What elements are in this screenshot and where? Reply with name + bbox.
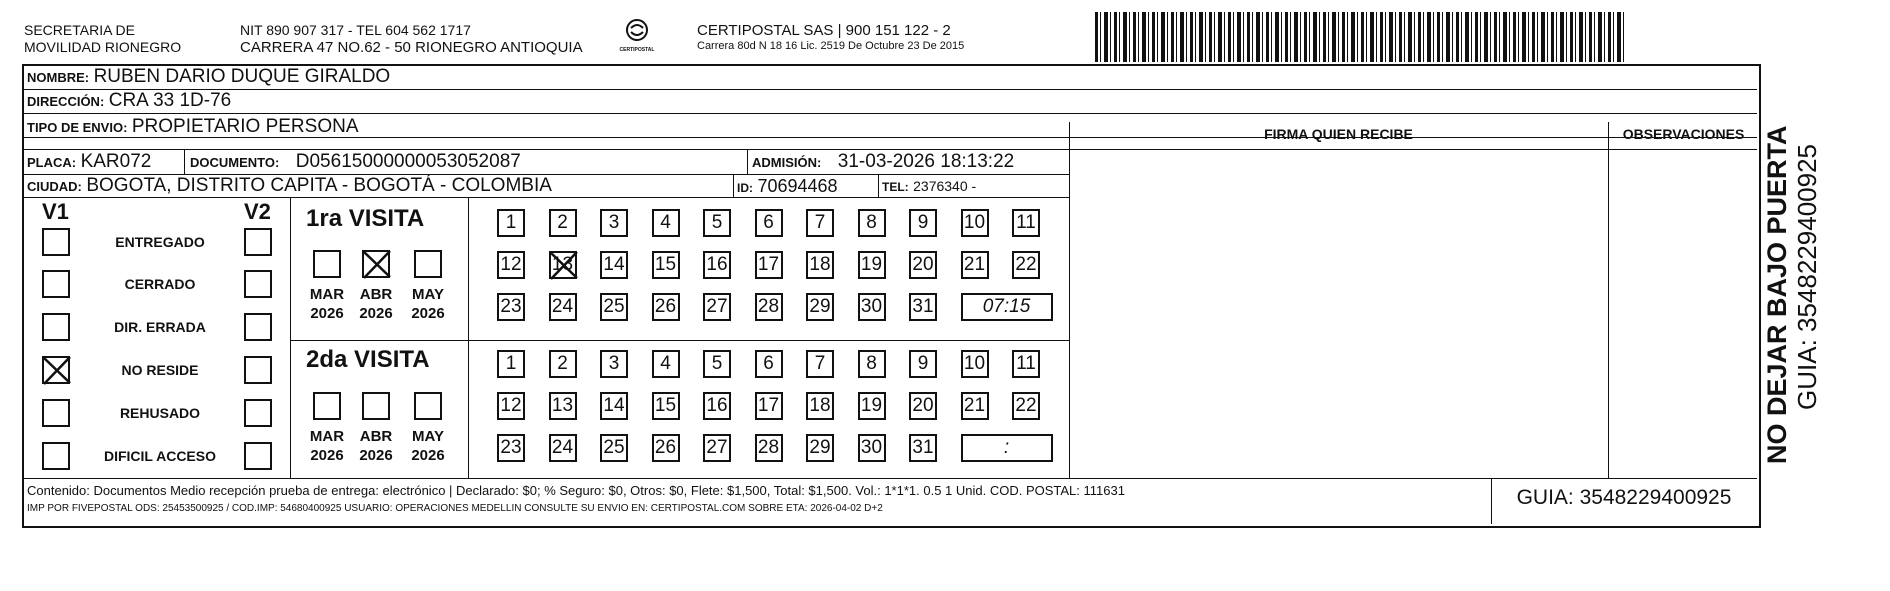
day-box[interactable] <box>497 434 525 462</box>
day-box[interactable] <box>549 209 577 237</box>
v2-checkbox[interactable] <box>244 270 272 298</box>
day-box[interactable] <box>703 392 731 420</box>
ciudad-label: CIUDAD: <box>27 179 82 194</box>
day-box[interactable] <box>703 293 731 321</box>
day-box[interactable] <box>858 293 886 321</box>
day-number: 18 <box>809 254 831 275</box>
month-checkbox[interactable] <box>362 392 390 420</box>
divider <box>22 113 1757 114</box>
day-number: 28 <box>757 437 780 458</box>
placa-value: KAR072 <box>80 151 152 172</box>
month-name: MAY <box>412 428 444 445</box>
time-value: 07:15 <box>982 296 1031 317</box>
day-box[interactable] <box>806 293 834 321</box>
month-label <box>353 427 399 465</box>
day-box[interactable] <box>497 293 525 321</box>
day-number: 16 <box>706 395 728 416</box>
month-checkbox[interactable] <box>313 250 341 278</box>
day-box[interactable] <box>703 251 731 279</box>
day-number: 26 <box>654 296 677 317</box>
month-name: ABR <box>359 286 393 303</box>
month-name: ABR <box>359 428 393 445</box>
cross-mark-icon <box>40 354 74 386</box>
ciudad-value: BOGOTA, DISTRITO CAPITA - BOGOTÁ - COLOMBIA <box>86 175 552 196</box>
day-number: 4 <box>660 353 671 374</box>
status-option-label: ENTREGADO <box>115 234 205 250</box>
tipo-envio-label: TIPO DE ENVIO: <box>27 120 128 135</box>
guia-box: GUIA: 3548229400925 <box>1516 486 1732 509</box>
day-box[interactable] <box>703 350 731 378</box>
day-number: 5 <box>711 212 723 233</box>
day-number: 6 <box>763 212 774 233</box>
documento-field <box>190 151 521 173</box>
day-number: 19 <box>860 395 883 416</box>
month-year: 2026 <box>310 447 344 464</box>
divider <box>878 174 879 197</box>
day-number: 16 <box>706 254 728 275</box>
day-number: 17 <box>757 395 780 416</box>
divider <box>468 197 469 478</box>
tel-label: TEL: <box>882 180 909 194</box>
day-number: 21 <box>963 395 986 416</box>
v2-checkbox[interactable] <box>244 228 272 256</box>
courier-block <box>697 22 964 53</box>
month-checkbox[interactable] <box>414 392 442 420</box>
month-label <box>405 285 451 323</box>
day-box[interactable] <box>755 251 783 279</box>
direccion-value: CRA 33 1D-76 <box>108 90 232 111</box>
day-number: 25 <box>603 296 625 317</box>
day-number: 26 <box>654 437 677 458</box>
day-box[interactable] <box>961 209 989 237</box>
v1-checkbox[interactable] <box>42 228 70 256</box>
day-number: 25 <box>603 437 625 458</box>
day-box[interactable] <box>909 434 937 462</box>
divider <box>22 478 1757 479</box>
day-box[interactable] <box>703 209 731 237</box>
month-label <box>304 285 350 323</box>
day-number: 4 <box>660 212 671 233</box>
day-number: 3 <box>608 353 620 374</box>
day-box[interactable] <box>909 350 937 378</box>
day-box[interactable] <box>755 392 783 420</box>
admision-value: 31-03-2026 18:13:22 <box>837 151 1015 172</box>
divider <box>1069 122 1070 478</box>
tipo-envio-field <box>27 116 359 138</box>
v2-checkbox[interactable] <box>244 313 272 341</box>
divider <box>22 197 1069 198</box>
day-number: 23 <box>500 296 522 317</box>
day-box[interactable] <box>703 434 731 462</box>
divider <box>1608 122 1609 478</box>
day-box[interactable] <box>600 251 628 279</box>
day-box[interactable] <box>600 293 628 321</box>
divider <box>22 149 1757 150</box>
day-number: 29 <box>809 296 831 317</box>
first-visit-title: 1ra VISITA <box>306 205 425 232</box>
divider <box>290 197 291 478</box>
day-box[interactable] <box>755 350 783 378</box>
tipo-envio-value: PROPIETARIO PERSONA <box>131 116 359 137</box>
documento-label: DOCUMENTO: <box>190 155 280 170</box>
day-box[interactable] <box>1012 209 1040 237</box>
month-label <box>304 427 350 465</box>
day-box[interactable] <box>755 293 783 321</box>
day-box[interactable] <box>652 350 680 378</box>
day-box[interactable] <box>858 392 886 420</box>
day-number: 31 <box>912 437 934 458</box>
v1-checkbox[interactable] <box>42 270 70 298</box>
day-box[interactable] <box>497 209 525 237</box>
direccion-label: DIRECCIÓN: <box>27 94 105 109</box>
placa-field <box>27 151 151 173</box>
nit-block <box>240 22 583 56</box>
day-box[interactable] <box>858 251 886 279</box>
firma-label: FIRMA QUIEN RECIBE <box>1264 126 1413 142</box>
courier-line-2: Carrera 80d N 18 16 Lic. 2519 De Octubre 23 De 2015 <box>697 40 965 52</box>
day-number: 11 <box>1016 353 1036 374</box>
v2-checkbox[interactable] <box>244 356 272 384</box>
time-box[interactable] <box>961 434 1053 462</box>
documento-value: D05615000000053052087 <box>295 151 521 172</box>
month-year: 2026 <box>310 305 344 322</box>
month-label <box>405 427 451 465</box>
nit-line: NIT 890 907 317 - TEL 604 562 1717 <box>240 22 471 38</box>
day-box[interactable] <box>858 434 886 462</box>
day-number: 15 <box>654 395 677 416</box>
day-number: 8 <box>866 353 877 374</box>
day-box[interactable] <box>600 392 628 420</box>
v1-header: V1 <box>42 199 69 224</box>
day-box[interactable] <box>755 434 783 462</box>
day-box[interactable] <box>497 392 525 420</box>
day-number: 30 <box>860 437 883 458</box>
day-number: 27 <box>706 437 728 458</box>
ciudad-field <box>27 175 552 197</box>
day-number: 2 <box>557 212 568 233</box>
address-line: CARRERA 47 NO.62 - 50 RIONEGRO ANTIOQUIA <box>240 39 583 56</box>
day-number: 13 <box>551 254 574 275</box>
imp-line: IMP POR FIVEPOSTAL ODS: 25453500925 / COD.IMP: 54680400925 USUARIO: OPERACIONES MEDELLIN CONSULTE SU ENVIO EN: CERTIPOSTAL.COM SOBRE ETA: 2026-04-02 D+2 <box>27 503 883 514</box>
tel-value: 2376340 - <box>913 178 977 194</box>
day-box[interactable] <box>652 392 680 420</box>
divider <box>22 89 1757 90</box>
id-label: ID: <box>737 181 753 195</box>
day-number: 14 <box>603 254 625 275</box>
id-value: 70694468 <box>757 176 838 196</box>
day-number: 15 <box>654 254 677 275</box>
certipostal-logo <box>612 18 662 53</box>
day-number: 7 <box>814 212 826 233</box>
day-box[interactable] <box>1012 392 1040 420</box>
day-number: 14 <box>603 395 625 416</box>
day-number: 20 <box>912 395 934 416</box>
v2-checkbox[interactable] <box>244 442 272 470</box>
day-box[interactable] <box>600 434 628 462</box>
day-number: 27 <box>706 296 728 317</box>
status-option-label: NO RESIDE <box>121 362 199 378</box>
day-box[interactable] <box>549 251 577 279</box>
day-box[interactable] <box>806 392 834 420</box>
status-option-label: DIFICIL ACCESO <box>103 448 216 464</box>
status-option-label: CERRADO <box>124 276 196 292</box>
divider <box>290 340 1069 341</box>
day-box[interactable] <box>858 350 886 378</box>
month-year: 2026 <box>359 447 393 464</box>
day-number: 10 <box>963 353 986 374</box>
month-year: 2026 <box>411 305 445 322</box>
day-box[interactable] <box>961 251 989 279</box>
day-box[interactable] <box>806 350 834 378</box>
time-box[interactable] <box>961 293 1053 321</box>
day-number: 6 <box>763 353 774 374</box>
day-box[interactable] <box>549 293 577 321</box>
v1-checkbox[interactable] <box>42 399 70 427</box>
status-option-label: REHUSADO <box>119 405 201 421</box>
divider <box>184 149 185 174</box>
day-number: 8 <box>866 212 877 233</box>
month-checkbox[interactable] <box>313 392 341 420</box>
day-box[interactable] <box>1012 251 1040 279</box>
day-box[interactable] <box>961 350 989 378</box>
day-number: 2 <box>557 353 568 374</box>
day-box[interactable] <box>1012 350 1040 378</box>
day-number: 7 <box>814 353 826 374</box>
side-warning: NO DEJAR BAJO PUERTA <box>1762 125 1792 464</box>
day-box[interactable] <box>549 392 577 420</box>
day-number: 31 <box>912 296 934 317</box>
day-number: 3 <box>608 212 620 233</box>
direccion-field <box>27 90 231 112</box>
day-box[interactable] <box>755 209 783 237</box>
day-number: 24 <box>551 437 574 458</box>
courier-line-1: CERTIPOSTAL SAS | 900 151 122 - 2 <box>697 22 951 39</box>
v1-checkbox[interactable] <box>42 442 70 470</box>
day-number: 1 <box>505 353 517 374</box>
day-box[interactable] <box>497 350 525 378</box>
day-number: 5 <box>711 353 723 374</box>
second-visit-title: 2da VISITA <box>306 346 430 373</box>
day-box[interactable] <box>652 293 680 321</box>
barcode <box>1095 12 1625 62</box>
day-number: 1 <box>505 212 517 233</box>
day-box[interactable] <box>909 209 937 237</box>
day-number: 11 <box>1016 212 1036 233</box>
day-box[interactable] <box>600 209 628 237</box>
day-box[interactable] <box>652 209 680 237</box>
day-box[interactable] <box>600 350 628 378</box>
day-number: 29 <box>809 437 831 458</box>
day-box[interactable] <box>549 434 577 462</box>
divider <box>733 174 734 197</box>
day-box[interactable] <box>497 251 525 279</box>
day-number: 9 <box>917 353 929 374</box>
month-year: 2026 <box>411 447 445 464</box>
day-number: 17 <box>757 254 780 275</box>
day-box[interactable] <box>858 209 886 237</box>
sender-line-1: SECRETARIA DE <box>24 22 135 38</box>
day-box[interactable] <box>806 434 834 462</box>
day-box[interactable] <box>806 251 834 279</box>
side-guia: GUIA: 3548229400925 <box>1792 144 1822 410</box>
logo-icon <box>624 18 650 42</box>
month-name: MAR <box>309 286 345 303</box>
day-number: 23 <box>500 437 522 458</box>
month-label <box>353 285 399 323</box>
v1-checkbox[interactable] <box>42 313 70 341</box>
day-number: 19 <box>860 254 883 275</box>
day-box[interactable] <box>909 392 937 420</box>
content-line: Contenido: Documentos Medio recepción prueba de entrega: electrónico | Declarado: $0; % Seguro: $0, Otros: $0, Flete: $1,500, Total: $1,500. Vol.: 1*1*1. 0.5 1 Unid. COD. POSTAL: 111631 <box>27 483 1125 498</box>
day-number: 12 <box>500 254 522 275</box>
month-checkbox[interactable] <box>362 250 390 278</box>
day-number: 22 <box>1015 395 1037 416</box>
day-number: 24 <box>551 296 574 317</box>
day-number: 18 <box>809 395 831 416</box>
day-box[interactable] <box>549 350 577 378</box>
cross-mark-icon <box>547 249 581 281</box>
id-field <box>737 176 838 197</box>
v2-header: V2 <box>244 199 271 224</box>
day-box[interactable] <box>961 392 989 420</box>
day-number: 21 <box>963 254 986 275</box>
day-number: 20 <box>912 254 934 275</box>
observaciones-label: OBSERVACIONES <box>1622 126 1745 142</box>
day-box[interactable] <box>806 209 834 237</box>
cross-mark-icon <box>360 248 394 280</box>
day-number: 22 <box>1015 254 1037 275</box>
status-option-label: DIR. ERRADA <box>114 319 206 335</box>
day-number: 13 <box>551 395 574 416</box>
logo-text: CERTIPOSTAL <box>619 47 655 53</box>
day-box[interactable] <box>909 293 937 321</box>
admision-field <box>752 151 1014 173</box>
month-year: 2026 <box>359 305 393 322</box>
sender-line-2: MOVILIDAD RIONEGRO <box>24 39 182 55</box>
day-number: 28 <box>757 296 780 317</box>
day-number: 30 <box>860 296 883 317</box>
tel-field <box>882 178 976 196</box>
time-value: : <box>1003 437 1010 458</box>
month-checkbox[interactable] <box>414 250 442 278</box>
month-name: MAY <box>412 286 444 303</box>
day-box[interactable] <box>652 251 680 279</box>
day-number: 10 <box>963 212 986 233</box>
admision-label: ADMISIÓN: <box>752 155 822 170</box>
nombre-value: RUBEN DARIO DUQUE GIRALDO <box>93 66 391 87</box>
day-box[interactable] <box>909 251 937 279</box>
v1-checkbox[interactable] <box>42 356 70 384</box>
day-number: 12 <box>500 395 522 416</box>
day-number: 9 <box>917 212 929 233</box>
divider <box>747 149 748 174</box>
month-name: MAR <box>309 428 345 445</box>
v2-checkbox[interactable] <box>244 399 272 427</box>
placa-label: PLACA: <box>27 155 77 170</box>
day-box[interactable] <box>652 434 680 462</box>
nombre-field <box>27 66 390 88</box>
sender-block <box>24 22 181 56</box>
nombre-label: NOMBRE: <box>27 70 90 85</box>
